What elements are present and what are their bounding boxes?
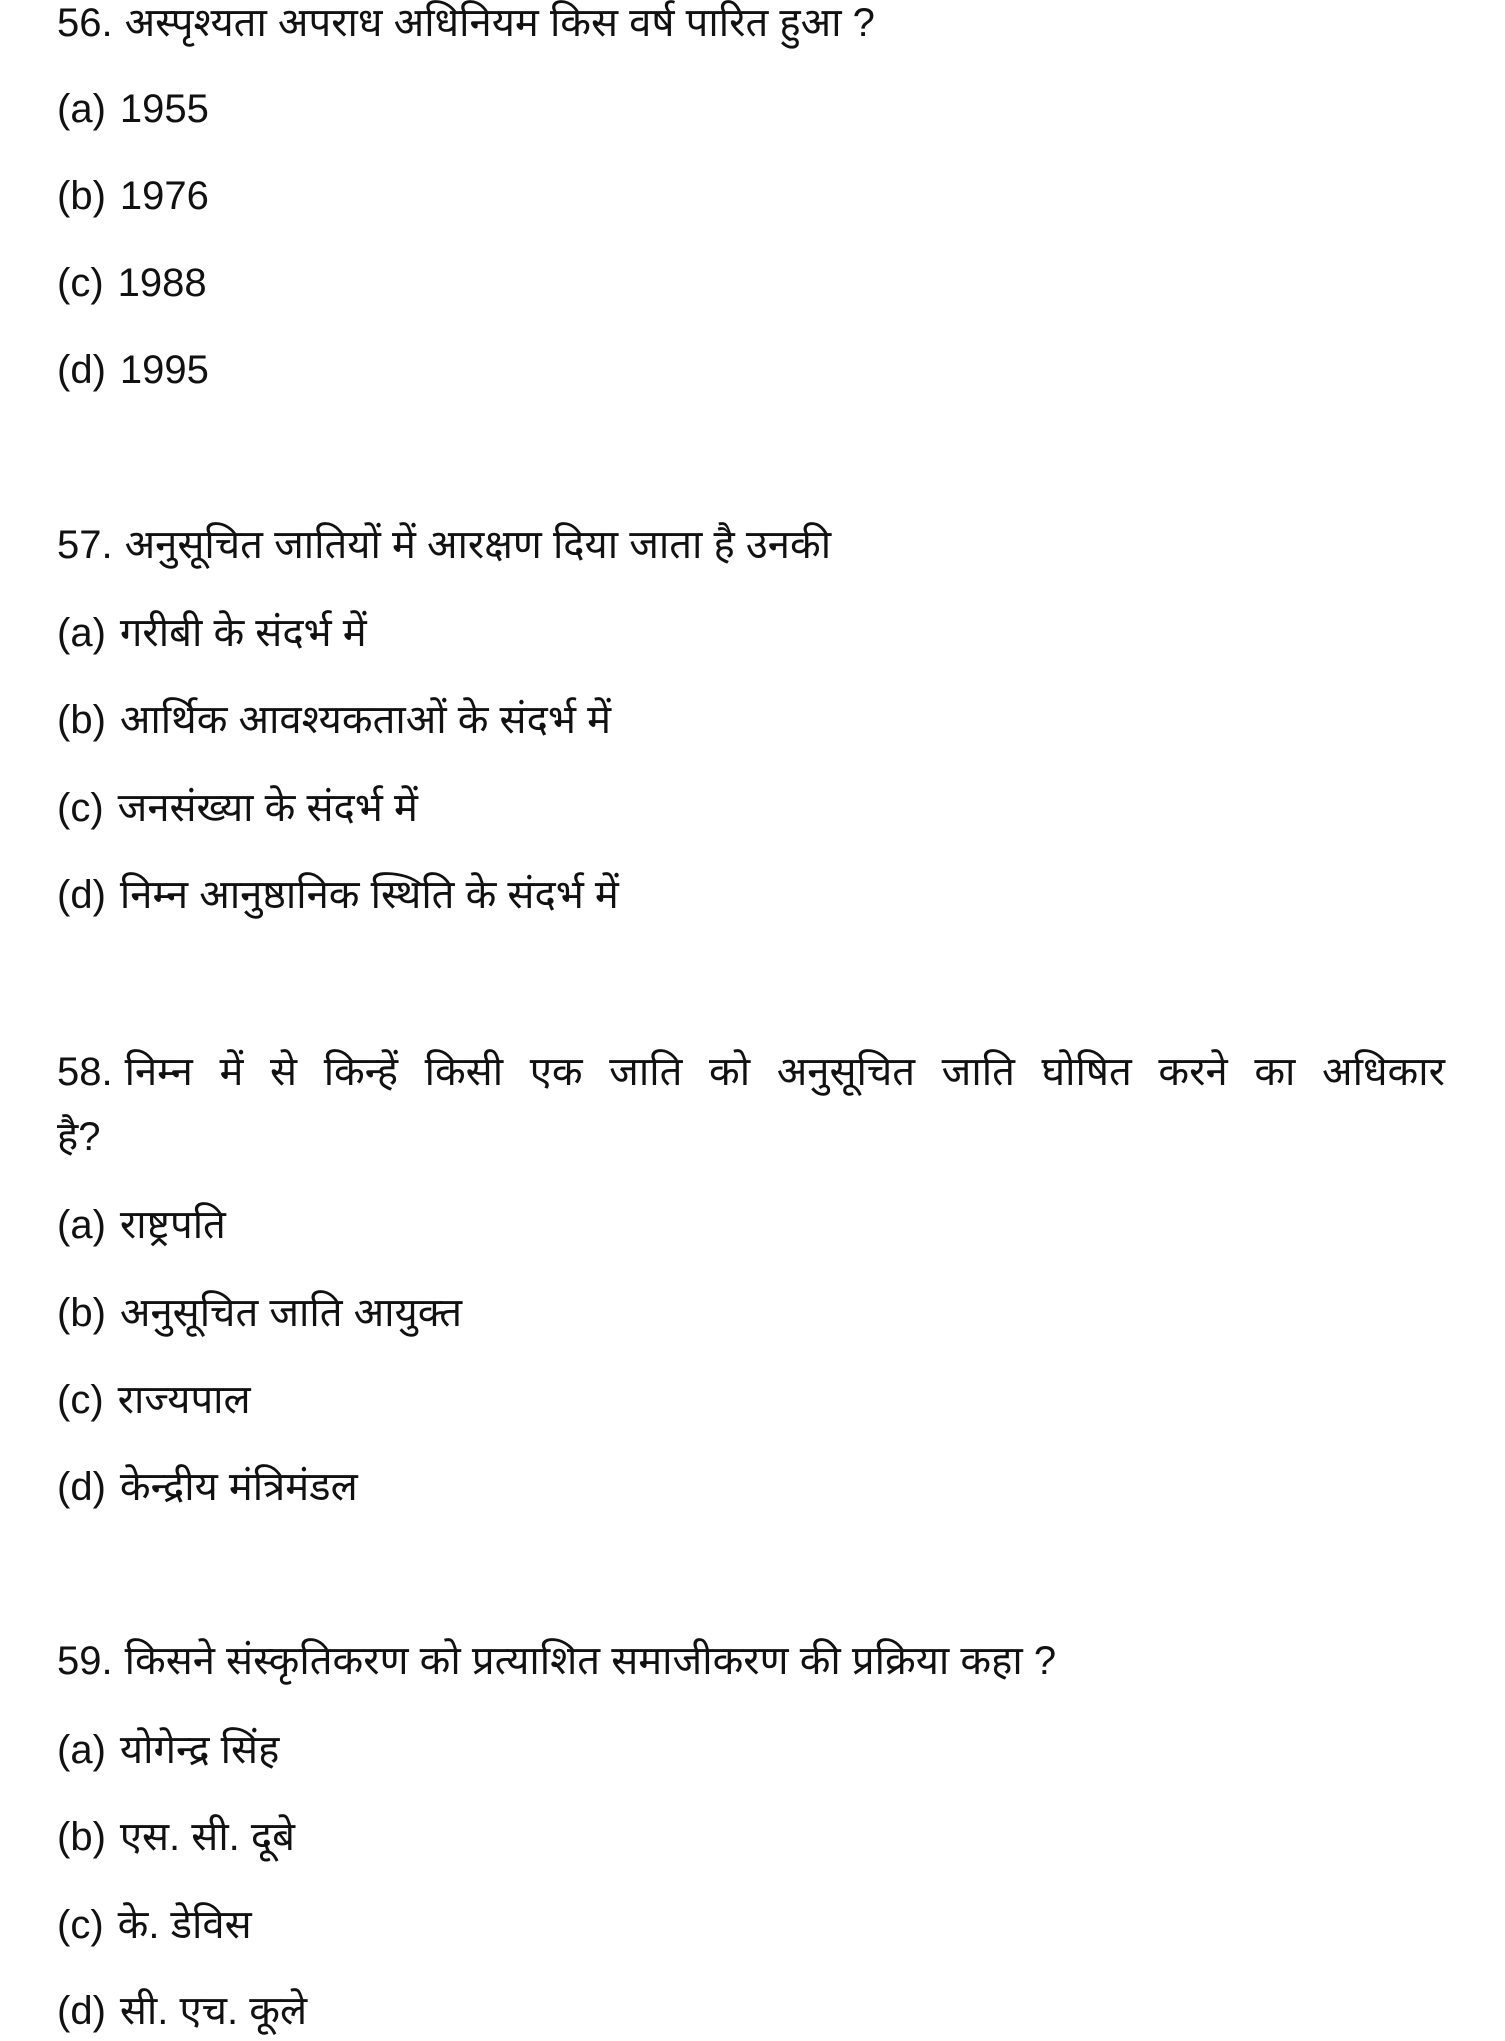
- option-text: अनुसूचित जाति आयुक्त: [119, 1291, 462, 1335]
- question-58-line2: [57, 1107, 101, 1167]
- option-text: गरीबी के संदर्भ में: [119, 611, 367, 655]
- option-59-b: [57, 1807, 295, 1867]
- option-text: केन्द्रीय मंत्रिमंडल: [119, 1465, 358, 1509]
- option-letter: (d): [57, 1465, 106, 1509]
- option-56-b: [57, 166, 209, 226]
- option-59-a: [57, 1720, 279, 1780]
- option-letter: (d): [57, 873, 106, 917]
- option-letter: (c): [57, 261, 104, 305]
- option-text: निम्न आनुष्ठानिक स्थिति के संदर्भ में: [119, 873, 619, 917]
- question-text: निम्न में से किन्हें किसी एक जाति को अनुसूचित जाति घोषित करने का अधिकार: [124, 1050, 1445, 1094]
- option-57-c: [57, 778, 418, 838]
- option-56-d: [57, 340, 209, 400]
- question-text: किसने संस्कृतिकरण को प्रत्याशित समाजीकरण की प्रक्रिया कहा ?: [124, 1639, 1057, 1683]
- option-text: के. डेविस: [117, 1903, 252, 1947]
- option-57-b: [57, 690, 611, 750]
- option-letter: (c): [57, 1378, 104, 1422]
- question-text-continued: है?: [57, 1115, 101, 1159]
- question-57: [57, 515, 831, 575]
- option-56-c: [57, 253, 207, 313]
- option-letter: (d): [57, 348, 106, 392]
- option-59-c: [57, 1895, 252, 1955]
- option-letter: (a): [57, 87, 106, 131]
- option-text: 1988: [117, 261, 207, 305]
- option-58-a: [57, 1195, 226, 1255]
- question-number: 57.: [57, 523, 113, 567]
- option-text: सी. एच. कूले: [119, 1989, 308, 2033]
- question-56: [57, 0, 875, 53]
- option-57-a: [57, 603, 367, 663]
- option-letter: (b): [57, 1291, 106, 1335]
- question-59: [57, 1631, 1056, 1691]
- option-text: जनसंख्या के संदर्भ में: [117, 786, 418, 830]
- option-letter: (a): [57, 1203, 106, 1247]
- option-text: राज्यपाल: [117, 1378, 251, 1422]
- option-text: 1955: [119, 87, 209, 131]
- question-number: 56.: [57, 1, 113, 45]
- option-text: राष्ट्रपति: [119, 1203, 226, 1247]
- option-56-a: [57, 79, 209, 139]
- option-letter: (b): [57, 174, 106, 218]
- option-letter: (b): [57, 1815, 106, 1859]
- question-number: 59.: [57, 1639, 113, 1683]
- question-text: अस्पृश्यता अपराध अधिनियम किस वर्ष पारित हुआ ?: [124, 1, 875, 45]
- option-text: आर्थिक आवश्यकताओं के संदर्भ में: [119, 698, 611, 742]
- option-text: 1995: [119, 348, 209, 392]
- option-text: एस. सी. दूबे: [119, 1815, 295, 1859]
- option-letter: (a): [57, 611, 106, 655]
- option-letter: (c): [57, 1903, 104, 1947]
- option-58-b: [57, 1283, 462, 1343]
- option-58-c: [57, 1370, 251, 1430]
- option-57-d: [57, 865, 619, 925]
- option-letter: (c): [57, 786, 104, 830]
- option-text: योगेन्द्र सिंह: [119, 1728, 280, 1772]
- question-number: 58.: [57, 1050, 113, 1094]
- option-text: 1976: [119, 174, 209, 218]
- question-text: अनुसूचित जातियों में आरक्षण दिया जाता है उनकी: [124, 523, 832, 567]
- question-58: [57, 1042, 1445, 1102]
- option-58-d: [57, 1457, 358, 1517]
- option-letter: (a): [57, 1728, 106, 1772]
- option-letter: (b): [57, 698, 106, 742]
- option-letter: (d): [57, 1989, 106, 2033]
- option-59-d: [57, 1981, 307, 2041]
